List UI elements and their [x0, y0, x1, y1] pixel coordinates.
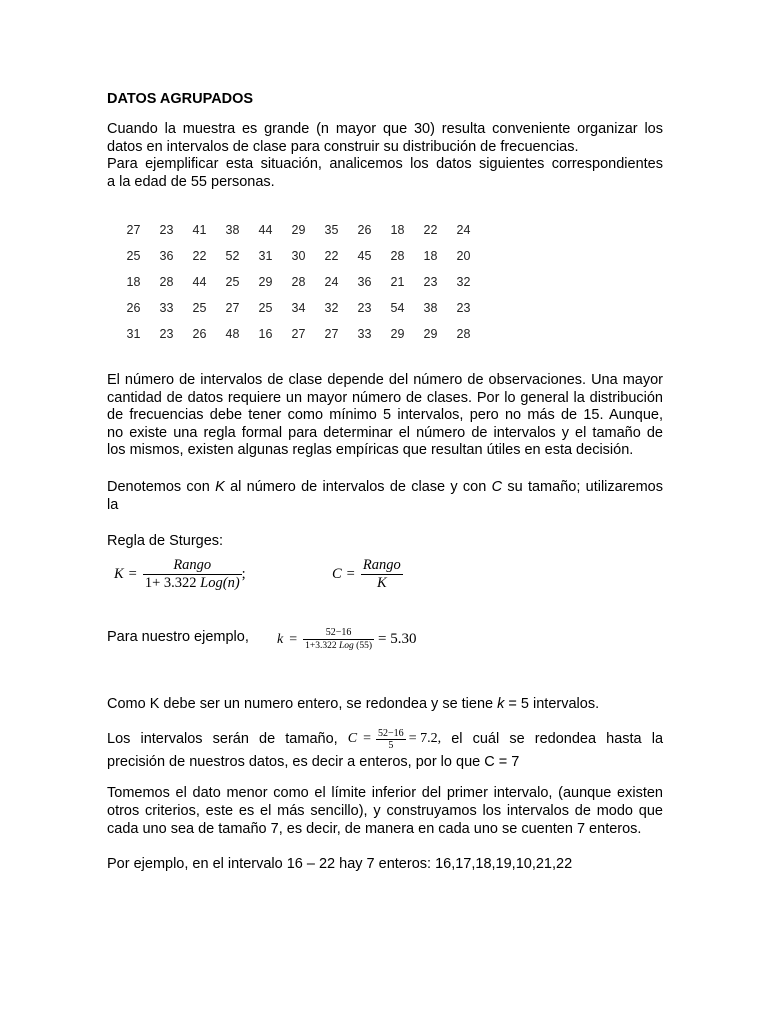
- denominator-constant: 1+3.322: [305, 641, 337, 651]
- age-cell: 26: [357, 223, 372, 237]
- rounding-text: Como K debe ser un numero entero, se redondea y se tiene: [107, 696, 498, 712]
- example-formula: [277, 627, 416, 652]
- age-cell: 26: [192, 327, 207, 341]
- fraction-numerator: Rango: [362, 557, 401, 573]
- ages-table: [117, 217, 480, 347]
- age-cell: 22: [324, 249, 339, 263]
- classes-line: los mismos, existen algunas reglas empíricas que resultan útiles en esta decisión.: [107, 442, 634, 458]
- formula-variable: C: [347, 731, 358, 747]
- construction-line: Tomemos el dato menor como el límite inferior del primer intervalo, (aunque existen: [107, 785, 663, 801]
- age-cell: 28: [291, 275, 306, 289]
- age-cell: 29: [291, 223, 306, 237]
- sturges-heading-text: Regla de Sturges:: [107, 533, 224, 549]
- age-cell: 31: [126, 327, 141, 341]
- age-cell: 45: [357, 249, 372, 263]
- k-symbol: K: [215, 479, 225, 495]
- notation-text: su tamaño; utilizaremos: [502, 479, 663, 495]
- classes-line: no existe una regla formal para determinar el número de intervalos y el tamaño de: [107, 424, 663, 441]
- age-cell: 18: [423, 249, 438, 263]
- intro-line: datos en intervalos de clase para construir su distribución de frecuencias.: [107, 138, 579, 155]
- age-cell: 24: [456, 223, 471, 237]
- age-cell: 23: [159, 223, 174, 237]
- intro-paragraph: [107, 121, 663, 191]
- formula-variable: K: [114, 566, 124, 582]
- interval-size-line: precisión de nuestros datos, es decir a enteros, por lo que C = 7: [107, 754, 520, 770]
- intro-line: Cuando la muestra es grande (n mayor que 30) resulta conveniente organizar los: [107, 121, 663, 137]
- interval-size-formula: [348, 727, 441, 751]
- age-cell: 54: [390, 301, 405, 315]
- age-cell: 44: [192, 275, 207, 289]
- fraction: [376, 728, 406, 751]
- interval-example-line: Por ejemplo, en el intervalo 16 – 22 hay 7 enteros: 16,17,18,19,10,21,22: [107, 856, 573, 872]
- age-cell: 21: [390, 275, 405, 289]
- notation-line: [107, 479, 663, 497]
- equals-sign: =: [128, 566, 137, 582]
- age-cell: 27: [225, 301, 240, 315]
- age-cell: 44: [258, 223, 273, 237]
- classes-line: de frecuencias debe tener como mínimo 5 intervalos, pero no más de 15. Aunque,: [107, 407, 663, 423]
- c-symbol: C: [491, 479, 503, 495]
- formula-variable: C: [332, 566, 342, 582]
- interval-size-line: [107, 727, 663, 751]
- age-cell: 36: [159, 249, 174, 263]
- age-cell: 38: [423, 301, 438, 315]
- formula-result: = 7.2,: [408, 731, 442, 747]
- age-cell: 18: [390, 223, 405, 237]
- fraction-denominator: [303, 640, 374, 652]
- fraction: [303, 627, 374, 652]
- age-cell: 33: [159, 301, 174, 315]
- age-cell: 32: [456, 275, 471, 289]
- age-cell: 24: [324, 275, 339, 289]
- sturges-c-formula: [332, 557, 403, 592]
- age-cell: 23: [423, 275, 438, 289]
- fraction-numerator: 52−16: [325, 627, 352, 638]
- rounding-paragraph: [107, 696, 663, 714]
- age-cell: 38: [225, 223, 240, 237]
- page-title: DATOS AGRUPADOS: [107, 91, 254, 107]
- age-cell: 23: [456, 301, 471, 315]
- interval-size-paragraph: [107, 727, 663, 772]
- age-cell: 20: [456, 249, 471, 263]
- age-cell: 28: [390, 249, 405, 263]
- fraction-denominator: 5: [388, 739, 394, 751]
- age-cell: 25: [192, 301, 207, 315]
- classes-paragraph: [107, 372, 663, 460]
- denominator-function: Log: [338, 641, 354, 651]
- age-cell: 48: [225, 327, 240, 341]
- fraction-denominator: [143, 575, 242, 592]
- intro-line: a la edad de 55 personas.: [107, 173, 275, 190]
- rounding-text: = 5 intervalos.: [504, 696, 600, 712]
- age-cell: 27: [324, 327, 339, 341]
- age-cell: 27: [126, 223, 141, 237]
- fraction-numerator: 52−16: [378, 727, 404, 739]
- k-symbol: k: [497, 696, 505, 712]
- construction-line: cada uno sea de tamaño 7, es decir, de manera en cada uno se cuenten 7 enteros.: [107, 821, 642, 837]
- formula-result: = 5.30: [377, 631, 417, 647]
- rounding-line: [107, 696, 663, 714]
- age-cell: 26: [126, 301, 141, 315]
- equals-sign: =: [346, 566, 355, 582]
- fraction-numerator: Rango: [173, 557, 212, 573]
- notation-text: al número de intervalos de clase y con: [224, 479, 492, 495]
- example-label: Para nuestro ejemplo,: [107, 629, 249, 645]
- age-cell: 30: [291, 249, 306, 263]
- age-cell: 32: [324, 301, 339, 315]
- construction-line: otros criterios, este es el más sencillo), y construyamos los intervalos de modo que: [107, 803, 663, 819]
- notation-paragraph: [107, 479, 663, 514]
- classes-line: cantidad de datos requiere un mayor número de clases. Por lo general la distribución: [107, 389, 663, 406]
- interval-size-text: Los intervalos serán de tamaño,: [107, 731, 338, 747]
- age-cell: 41: [192, 223, 207, 237]
- age-cell: 28: [159, 275, 174, 289]
- construction-paragraph: [107, 784, 663, 838]
- age-cell: 22: [192, 249, 207, 263]
- denominator-constant: 1+ 3.322: [144, 575, 197, 591]
- age-cell: 36: [357, 275, 372, 289]
- age-cell: 16: [258, 327, 273, 341]
- fraction-denominator: K: [376, 575, 387, 591]
- fraction: [143, 557, 242, 592]
- sturges-heading: [107, 533, 663, 551]
- classes-line: El número de intervalos de clase depende del número de observaciones. Una mayor: [107, 372, 663, 388]
- age-cell: 29: [423, 327, 438, 341]
- age-cell: 28: [456, 327, 471, 341]
- notation-line: la: [107, 496, 119, 513]
- fraction: [361, 557, 403, 592]
- denominator-argument: (55): [356, 641, 372, 651]
- age-cell: 33: [357, 327, 372, 341]
- formula-separator: ;: [241, 566, 246, 582]
- age-cell: 35: [324, 223, 339, 237]
- age-cell: 23: [357, 301, 372, 315]
- age-cell: 25: [126, 249, 141, 263]
- interval-example-paragraph: [107, 856, 663, 874]
- age-cell: 25: [225, 275, 240, 289]
- equals-sign: =: [289, 631, 298, 647]
- equals-sign: =: [363, 731, 372, 747]
- age-cell: 34: [291, 301, 306, 315]
- formula-variable: k: [277, 631, 284, 647]
- interval-size-text: el cuál se redondea hasta la: [451, 731, 664, 747]
- age-cell: 31: [258, 249, 273, 263]
- age-cell: 29: [258, 275, 273, 289]
- sturges-k-formula: [114, 557, 246, 592]
- age-cell: 23: [159, 327, 174, 341]
- age-cell: 27: [291, 327, 306, 341]
- age-cell: 22: [423, 223, 438, 237]
- age-cell: 29: [390, 327, 405, 341]
- age-cell: 52: [225, 249, 240, 263]
- denominator-function: Log(n): [200, 575, 240, 591]
- intro-line: Para ejemplificar esta situación, analicemos los datos siguientes correspondientes: [107, 156, 663, 172]
- notation-text: Denotemos con: [107, 479, 216, 495]
- age-cell: 18: [126, 275, 141, 289]
- age-cell: 25: [258, 301, 273, 315]
